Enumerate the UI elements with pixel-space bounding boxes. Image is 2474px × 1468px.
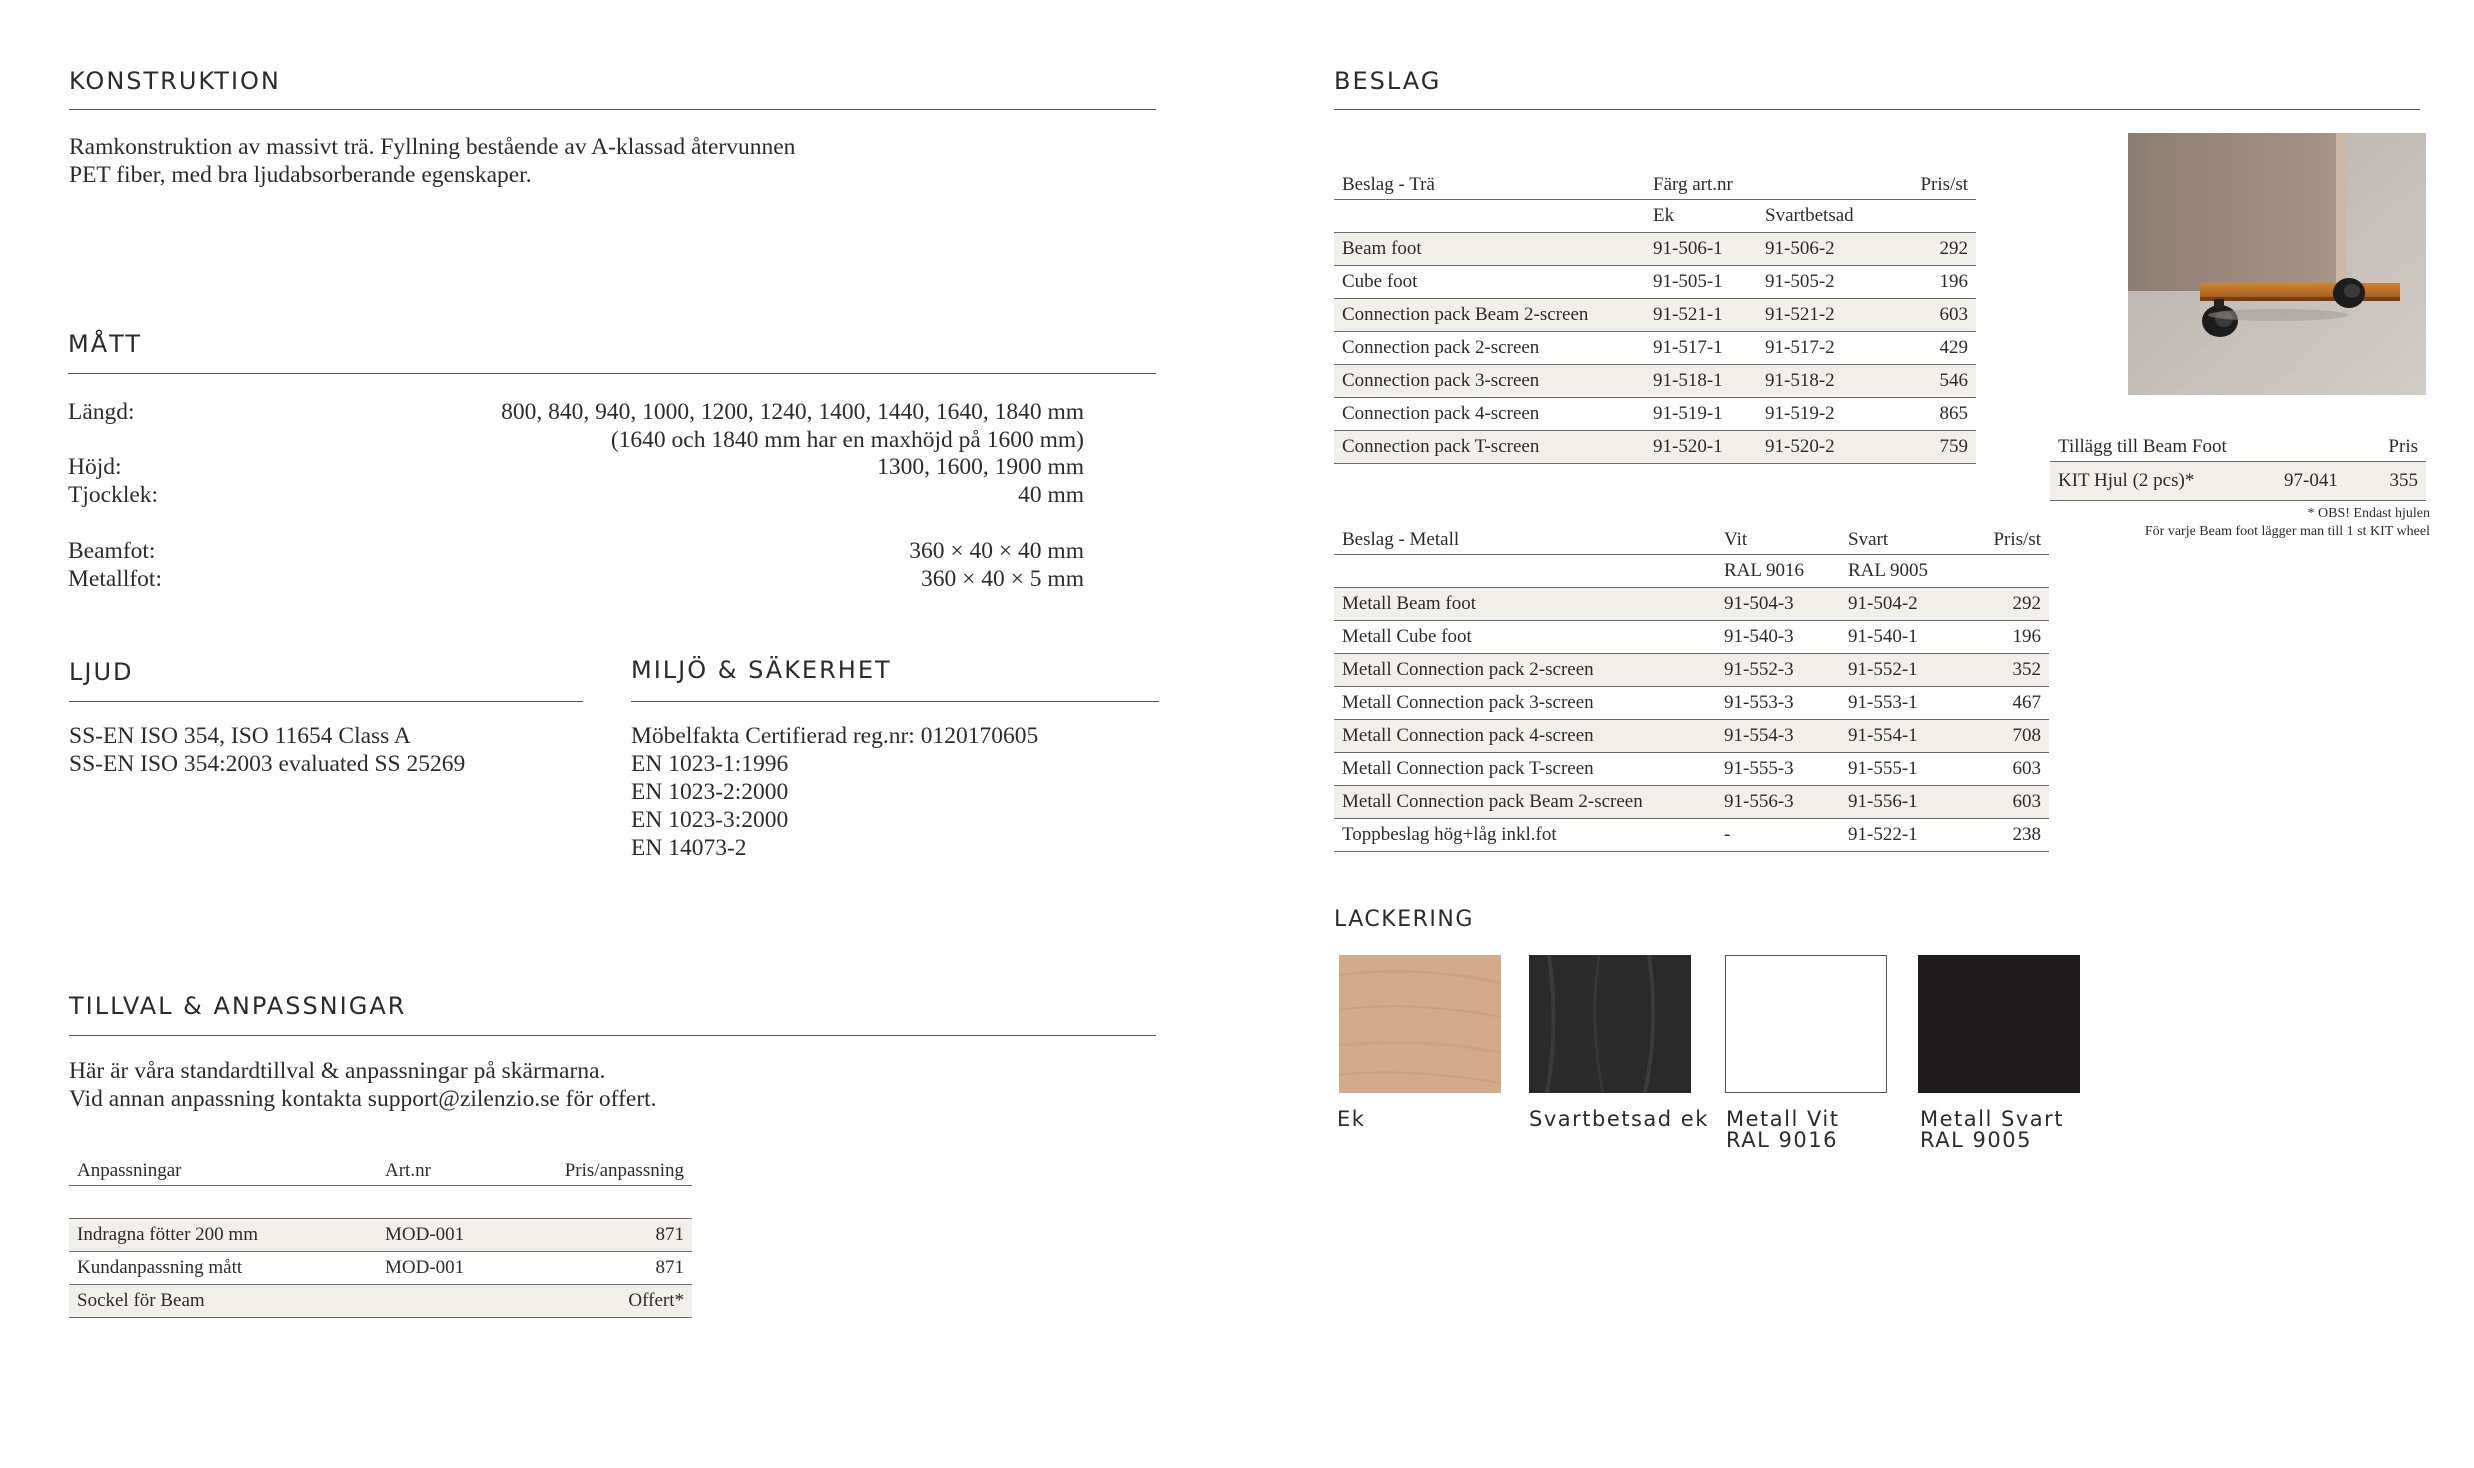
column-header: Pris <box>2372 426 2426 462</box>
dimension-label: Tjocklek: <box>68 482 159 508</box>
table-row <box>1334 233 1976 266</box>
table-cell: - <box>1716 819 1840 852</box>
table-cell: 91-540-1 <box>1840 621 1964 654</box>
table-cell: 196 <box>1883 266 1976 299</box>
table-cell: 91-553-1 <box>1840 687 1964 720</box>
dimension-value: 1300, 1600, 1900 mm <box>877 454 1084 480</box>
miljo-title: MILJÖ & SÄKERHET <box>631 656 892 684</box>
beslag-tra-table <box>1334 164 1976 464</box>
table-cell: MOD-001 <box>377 1219 533 1252</box>
table-cell: 91-522-1 <box>1840 819 1964 852</box>
table-cell: Connection pack Beam 2-screen <box>1334 299 1645 332</box>
table-cell: 546 <box>1883 365 1976 398</box>
table-header-row <box>1334 519 2049 555</box>
column-subheader: Svartbetsad <box>1757 200 1883 233</box>
konstruktion-title: KONSTRUKTION <box>69 67 281 95</box>
table-cell: 91-521-2 <box>1757 299 1883 332</box>
column-header: Svart <box>1840 519 1964 555</box>
dimension-row-beamfot <box>68 537 1084 565</box>
table-cell: 871 <box>533 1252 692 1285</box>
table-cell: 429 <box>1883 332 1976 365</box>
miljo-text: Möbelfakta Certifierad reg.nr: 0120170605 EN 1023-1:1996 EN 1023-2:2000 EN 1023-3:2000 EN 14073-2 <box>631 723 1039 861</box>
column-header <box>2276 426 2372 462</box>
table-row <box>1334 720 2049 753</box>
table-cell: 603 <box>1964 753 2049 786</box>
table-spacer-row <box>69 1186 692 1219</box>
table-row <box>1334 299 1976 332</box>
column-subheader: RAL 9005 <box>1840 555 1964 588</box>
table-cell: 708 <box>1964 720 2049 753</box>
table-row <box>1334 687 2049 720</box>
tillval-text: Här är våra standardtillval & anpassningar på skärmarna. Vid annan anpassning kontakta support@zilenzio.se för offert. <box>69 1058 657 1112</box>
beslag-metall-table <box>1334 519 2049 852</box>
tillval-title: TILLVAL & ANPASSNIGAR <box>69 992 407 1020</box>
swatch-svartbetsad-ek <box>1529 955 1691 1093</box>
dimension-label: Metallfot: <box>68 566 162 592</box>
table-cell: 91-556-3 <box>1716 786 1840 819</box>
table-row <box>1334 266 1976 299</box>
table-cell: 91-520-1 <box>1645 431 1757 464</box>
anpassningar-table <box>69 1150 692 1318</box>
table-cell: 292 <box>1964 588 2049 621</box>
table-cell: 91-505-1 <box>1645 266 1757 299</box>
table-cell: Connection pack T-screen <box>1334 431 1645 464</box>
table-row <box>1334 365 1976 398</box>
column-subheader: Ek <box>1645 200 1757 233</box>
table-cell: 91-517-1 <box>1645 332 1757 365</box>
table-cell: 91-552-3 <box>1716 654 1840 687</box>
column-subheader <box>1334 555 1716 588</box>
column-header: Färg art.nr <box>1645 164 1757 200</box>
divider <box>68 373 1156 374</box>
table-cell: Connection pack 2-screen <box>1334 332 1645 365</box>
dimension-value: 800, 840, 940, 1000, 1200, 1240, 1400, 1440, 1640, 1840 mm (1640 och 1840 mm har en maxhöjd på 1600 mm) <box>501 399 1084 453</box>
column-subheader <box>1964 555 2049 588</box>
swatch-label: Metall Vit RAL 9016 <box>1726 1107 1840 1152</box>
swatch-label: Metall Svart RAL 9005 <box>1920 1107 2064 1152</box>
divider <box>69 109 1156 110</box>
table-cell: 91-504-3 <box>1716 588 1840 621</box>
table-cell <box>377 1285 533 1318</box>
column-header <box>1757 164 1883 200</box>
table-row <box>1334 753 2049 786</box>
column-subheader: RAL 9016 <box>1716 555 1840 588</box>
table-cell: 196 <box>1964 621 2049 654</box>
swatch-metall-vit <box>1725 955 1887 1093</box>
table-cell: 91-518-2 <box>1757 365 1883 398</box>
column-header: Vit <box>1716 519 1840 555</box>
dimension-value: 40 mm <box>1018 482 1084 508</box>
table-cell: Toppbeslag hög+låg inkl.fot <box>1334 819 1716 852</box>
table-cell: 91-517-2 <box>1757 332 1883 365</box>
table-cell: 91-519-2 <box>1757 398 1883 431</box>
konstruktion-text: Ramkonstruktion av massivt trä. Fyllning bestående av A-klassad återvunnen PET fiber, med bra ljudabsorberande egenskaper. <box>69 134 796 188</box>
table-cell: KIT Hjul (2 pcs)* <box>2050 462 2276 501</box>
table-row <box>1334 654 2049 687</box>
table-cell: 871 <box>533 1219 692 1252</box>
table-row <box>1334 621 2049 654</box>
table-header-row <box>2050 426 2426 462</box>
table-cell: Metall Connection pack T-screen <box>1334 753 1716 786</box>
column-header: Pris/st <box>1964 519 2049 555</box>
ljud-title: LJUD <box>69 658 134 686</box>
swatch-metall-svart <box>1918 955 2080 1093</box>
table-cell: 91-555-3 <box>1716 753 1840 786</box>
table-cell: 603 <box>1964 786 2049 819</box>
dimension-value: 360 × 40 × 5 mm <box>921 566 1084 592</box>
table-header-row <box>1334 164 1976 200</box>
table-cell: Cube foot <box>1334 266 1645 299</box>
divider <box>631 701 1159 702</box>
table-cell: 91-519-1 <box>1645 398 1757 431</box>
dimension-row-height <box>68 453 1084 481</box>
table-cell: 91-540-3 <box>1716 621 1840 654</box>
table-cell: 91-556-1 <box>1840 786 1964 819</box>
swatch-label: Svartbetsad ek <box>1529 1107 1709 1131</box>
table-cell: Metall Beam foot <box>1334 588 1716 621</box>
table-cell: Connection pack 3-screen <box>1334 365 1645 398</box>
column-subheader <box>1334 200 1645 233</box>
table-cell: 355 <box>2372 462 2426 501</box>
table-cell: Metall Connection pack 3-screen <box>1334 687 1716 720</box>
table-cell: 292 <box>1883 233 1976 266</box>
column-header: Pris/anpassning <box>533 1150 692 1186</box>
table-cell: 91-554-3 <box>1716 720 1840 753</box>
table-cell: 97-041 <box>2276 462 2372 501</box>
dimension-row-metallfot <box>68 565 1084 593</box>
beam-foot-with-wheels-photo <box>2128 133 2426 395</box>
table-cell: 91-504-2 <box>1840 588 1964 621</box>
table-cell: Connection pack 4-screen <box>1334 398 1645 431</box>
table-cell: Beam foot <box>1334 233 1645 266</box>
table-row <box>69 1285 692 1318</box>
table-cell: 91-520-2 <box>1757 431 1883 464</box>
footnote: * OBS! Endast hjulen <box>2307 506 2430 521</box>
table-cell: 352 <box>1964 654 2049 687</box>
dimension-label: Längd: <box>68 399 135 425</box>
beslag-title: BESLAG <box>1334 67 1442 95</box>
table-row <box>1334 431 1976 464</box>
table-row <box>1334 588 2049 621</box>
table-cell: Metall Connection pack 4-screen <box>1334 720 1716 753</box>
table-cell: 91-505-2 <box>1757 266 1883 299</box>
dimension-label: Höjd: <box>68 454 122 480</box>
table-row <box>1334 332 1976 365</box>
table-cell: 91-506-1 <box>1645 233 1757 266</box>
lackering-title: LACKERING <box>1334 907 1474 932</box>
table-header-row <box>69 1150 692 1186</box>
table-subheader-row <box>1334 555 2049 588</box>
table-cell: 91-552-1 <box>1840 654 1964 687</box>
table-cell: 91-506-2 <box>1757 233 1883 266</box>
table-row <box>69 1252 692 1285</box>
table-cell: 91-518-1 <box>1645 365 1757 398</box>
table-subheader-row <box>1334 200 1976 233</box>
table-cell: 603 <box>1883 299 1976 332</box>
table-cell: Indragna fötter 200 mm <box>69 1219 377 1252</box>
matt-title: MÅTT <box>68 330 143 358</box>
table-cell: Metall Connection pack Beam 2-screen <box>1334 786 1716 819</box>
ljud-text: SS-EN ISO 354, ISO 11654 Class A SS-EN ISO 354:2003 evaluated SS 25269 <box>69 723 466 777</box>
dimension-row-length <box>68 398 1084 454</box>
table-row <box>1334 398 1976 431</box>
table-row <box>69 1219 692 1252</box>
column-header: Anpassningar <box>69 1150 377 1186</box>
table-cell: 91-521-1 <box>1645 299 1757 332</box>
column-header: Beslag - Metall <box>1334 519 1716 555</box>
table-row <box>2050 462 2426 501</box>
table-cell: 91-553-3 <box>1716 687 1840 720</box>
table-row <box>1334 786 2049 819</box>
table-cell: 865 <box>1883 398 1976 431</box>
tillagg-table <box>2050 426 2426 501</box>
column-subheader <box>1883 200 1976 233</box>
dimension-value: 360 × 40 × 40 mm <box>909 538 1084 564</box>
table-cell: Sockel för Beam <box>69 1285 377 1318</box>
dimension-label: Beamfot: <box>68 538 156 564</box>
column-header: Tillägg till Beam Foot <box>2050 426 2276 462</box>
dimension-row-thickness <box>68 481 1084 509</box>
table-cell: Metall Connection pack 2-screen <box>1334 654 1716 687</box>
table-cell: 238 <box>1964 819 2049 852</box>
table-cell: 91-555-1 <box>1840 753 1964 786</box>
column-header: Pris/st <box>1883 164 1976 200</box>
table-row <box>1334 819 2049 852</box>
divider <box>1334 109 2420 110</box>
table-cell: 759 <box>1883 431 1976 464</box>
column-header: Beslag - Trä <box>1334 164 1645 200</box>
swatch-label: Ek <box>1337 1107 1366 1131</box>
column-header: Art.nr <box>377 1150 533 1186</box>
swatch-ek <box>1339 955 1501 1093</box>
footnote: För varje Beam foot lägger man till 1 st KIT wheel <box>2144 524 2430 539</box>
table-cell: 467 <box>1964 687 2049 720</box>
divider <box>69 701 583 702</box>
table-cell: Kundanpassning mått <box>69 1252 377 1285</box>
table-cell: 91-554-1 <box>1840 720 1964 753</box>
table-cell: MOD-001 <box>377 1252 533 1285</box>
divider <box>69 1035 1156 1036</box>
table-cell: Metall Cube foot <box>1334 621 1716 654</box>
table-cell: Offert* <box>533 1285 692 1318</box>
